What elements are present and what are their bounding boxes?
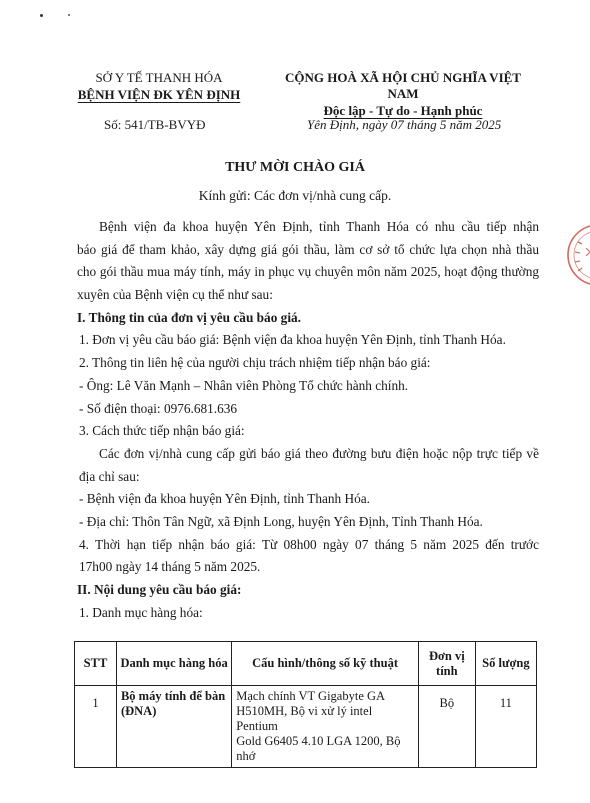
col-header-stt: STT bbox=[75, 642, 117, 686]
goods-list-label: 1. Danh mục hàng hóa: bbox=[79, 604, 203, 620]
org-line-2: BỆNH VIỆN ĐK YÊN ĐỊNH bbox=[77, 87, 241, 102]
deadline-line: 4. Thời hạn tiếp nhận báo giá: Từ 08h00 ngày 07 tháng 5 năm 2025 đến trước bbox=[79, 536, 539, 552]
deadline-line: 17h00 ngày 14 tháng 5 năm 2025. bbox=[79, 559, 261, 575]
place-and-date: Yên Định, ngày 07 tháng 5 năm 2025 bbox=[307, 117, 502, 132]
delivery-line: Các đơn vị/nhà cung cấp gửi báo giá theo đường bưu điện hoặc nộp trực tiếp về bbox=[99, 445, 539, 461]
col-header-spec: Cấu hình/thông số kỹ thuật bbox=[232, 642, 419, 686]
requesting-unit: 1. Đơn vị yêu cầu báo giá: Bệnh viện đa khoa huyện Yên Định, tỉnh Thanh Hóa. bbox=[79, 332, 506, 348]
cell-spec-line: Mạch chính VT Gigabyte GA bbox=[236, 689, 386, 703]
address: - Địa chỉ: Thôn Tân Ngữ, xã Định Long, huyện Yên Định, Tỉnh Thanh Hóa. bbox=[79, 513, 483, 529]
col-header-qty: Số lượng bbox=[475, 642, 536, 686]
cell-spec bbox=[232, 686, 419, 768]
cell-spec-line: H510MH, Bộ vi xử lý intel Pentium bbox=[236, 704, 373, 733]
scan-speck bbox=[40, 14, 43, 17]
cell-spec-line: Gold G6405 4.10 LGA 1200, Bộ nhớ bbox=[236, 734, 401, 763]
addressee-line: Kính gửi: Các đơn vị/nhà cung cấp. bbox=[198, 188, 392, 203]
col-header-unit bbox=[418, 642, 475, 686]
cell-name bbox=[116, 686, 231, 768]
col-header-name: Danh mục hàng hóa bbox=[116, 642, 231, 686]
intro-line: báo giá để tham khảo, xây dựng giá gói thầu, làm cơ sở tổ chức lựa chọn nhà thầu bbox=[77, 241, 539, 257]
col-header-unit-line: tính bbox=[436, 663, 458, 678]
cell-stt: 1 bbox=[75, 686, 117, 768]
section-2-heading: II. Nội dung yêu cầu báo giá: bbox=[77, 582, 242, 597]
document-number: Số: 541/TB-BVYĐ bbox=[104, 117, 206, 132]
intro-line: Bệnh viện đa khoa huyện Yên Định, tỉnh Thanh Hóa có nhu cầu tiếp nhận bbox=[99, 219, 539, 234]
nation-line-2: Độc lập - Tự do - Hạnh phúc bbox=[323, 103, 483, 118]
cell-unit: Bộ bbox=[418, 686, 475, 768]
table-row bbox=[75, 686, 537, 768]
issuing-organization bbox=[74, 70, 244, 103]
national-motto bbox=[268, 70, 538, 119]
goods-table bbox=[74, 641, 537, 768]
cell-name-line: (ĐNA) bbox=[120, 704, 157, 718]
recipient: - Bệnh viện đa khoa huyện Yên Định, tỉnh Thanh Hóa. bbox=[79, 491, 370, 507]
document-body bbox=[77, 216, 539, 624]
contact-phone: - Số điện thoại: 0976.681.636 bbox=[79, 400, 238, 416]
section-1-heading: I. Thông tin của đơn vị yêu cầu báo giá. bbox=[77, 309, 301, 325]
red-stamp-fragment bbox=[556, 222, 590, 288]
nation-line-1: CỘNG HOÀ XÃ HỘI CHỦ NGHĨA VIỆT NAM bbox=[285, 70, 521, 101]
contact-info-heading: 2. Thông tin liên hệ của người chịu trách nhiệm tiếp nhận báo giá: bbox=[79, 355, 431, 371]
cell-qty: 11 bbox=[475, 686, 536, 768]
delivery-line: địa chỉ sau: bbox=[79, 468, 140, 484]
intro-line: cho gói thầu mua máy tính, máy in phục vụ chuyên môn năm 2025, hoạt động thường bbox=[77, 264, 539, 280]
receipt-method-heading: 3. Cách thức tiếp nhận báo giá: bbox=[79, 423, 245, 439]
scan-speck bbox=[68, 14, 70, 16]
org-line-1: SỞ Y TẾ THANH HÓA bbox=[95, 70, 223, 85]
cell-name-line: Bộ máy tính để bàn bbox=[120, 689, 226, 703]
contact-name: - Ông: Lê Văn Mạnh – Nhân viên Phòng Tổ chức hành chính. bbox=[79, 377, 409, 393]
col-header-unit-line: Đơn vị bbox=[428, 648, 465, 663]
table-header-row bbox=[75, 642, 537, 686]
document-title: THƯ MỜI CHÀO GIÁ bbox=[225, 160, 365, 175]
intro-line: xuyên của Bệnh viện cụ thể như sau: bbox=[77, 287, 273, 303]
